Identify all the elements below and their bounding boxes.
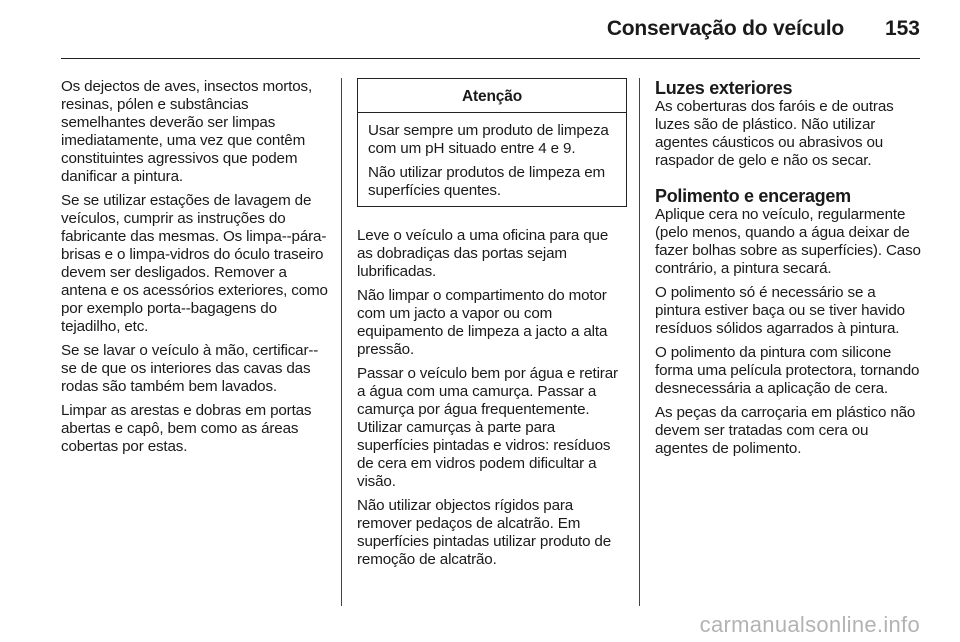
column-divider (639, 78, 640, 606)
section-heading: Polimento e enceragem (655, 186, 851, 206)
warning-box (357, 78, 627, 207)
paragraph: As coberturas dos faróis e de outras luzes são de plástico. Não utilizar agentes cáusticos ou abrasivos ou raspador de gelo e não os secar. (655, 98, 894, 169)
header-divider (61, 58, 920, 59)
column-2 (357, 78, 627, 575)
paragraph: Passar o veículo bem por água e retirar a água com uma camurça. Passar a camurça por água frequentemente. Utilizar camurças à parte para superfícies pintadas e vidros: resíduos de cera em vidros podem dificultar a visão. (357, 365, 618, 490)
page-title: Conservação do veículo (606, 17, 844, 40)
column-3 (655, 78, 923, 464)
paragraph: Não limpar o compartimento do motor com um jacto a vapor ou com equipamento de limpeza a jacto a alta pressão. (357, 287, 608, 358)
paragraph: Leve o veículo a uma oficina para que as dobradiças das portas sejam lubrificadas. (357, 227, 609, 280)
warning-body (358, 113, 626, 200)
column-divider (341, 78, 342, 606)
paragraph: Se se utilizar estações de lavagem de veículos, cumprir as instruções do fabricante das mesmas. Os limpa--pára-brisas e o limpa-vidros do óculo traseiro devem ser desligados. Remover a antena e os acessórios exteriores, como por exemplo porta--bagagens do tejadilho, etc. (61, 192, 328, 335)
paragraph: Aplique cera no veículo, regularmente (pelo menos, quando a água deixar de fazer bolhas sobre as superfícies). Caso contrário, a pintura secará. (655, 206, 921, 277)
paragraph: As peças da carroçaria em plástico não devem ser tratadas com cera ou agentes de polimento. (655, 404, 916, 457)
column-1 (61, 78, 329, 462)
warning-title: Atenção (358, 79, 626, 113)
section-heading: Luzes exteriores (655, 78, 793, 98)
paragraph: Se se lavar o veículo à mão, certificar--se de que os interiores das cavas das rodas são também bem lavados. (61, 342, 319, 395)
page-header (0, 0, 960, 66)
paragraph: O polimento da pintura com silicone forma uma película protectora, tornando desnecessária a aplicação de cera. (655, 344, 920, 397)
paragraph: Os dejectos de aves, insectos mortos, resinas, pólen e substâncias semelhantes deverão ser limpas imediatamente, uma vez que contêm constituintes agressivos que podem danificar a pintura. (61, 78, 313, 185)
watermark-link[interactable]: carmanualsonline.info (699, 612, 920, 637)
paragraph: Limpar as arestas e dobras em portas abertas e capô, bem como as áreas cobertas por estas. (61, 402, 312, 455)
paragraph: O polimento só é necessário se a pintura estiver baça ou se tiver havido resíduos sólidos agarrados à pintura. (655, 284, 905, 337)
paragraph: Não utilizar objectos rígidos para remover pedaços de alcatrão. Em superfícies pintadas utilizar produto de remoção de alcatrão. (357, 497, 612, 568)
page-number: 153 (884, 17, 920, 40)
warning-paragraph: Não utilizar produtos de limpeza em superfícies quentes. (368, 164, 606, 199)
warning-paragraph: Usar sempre um produto de limpeza com um pH situado entre 4 e 9. (368, 122, 609, 157)
